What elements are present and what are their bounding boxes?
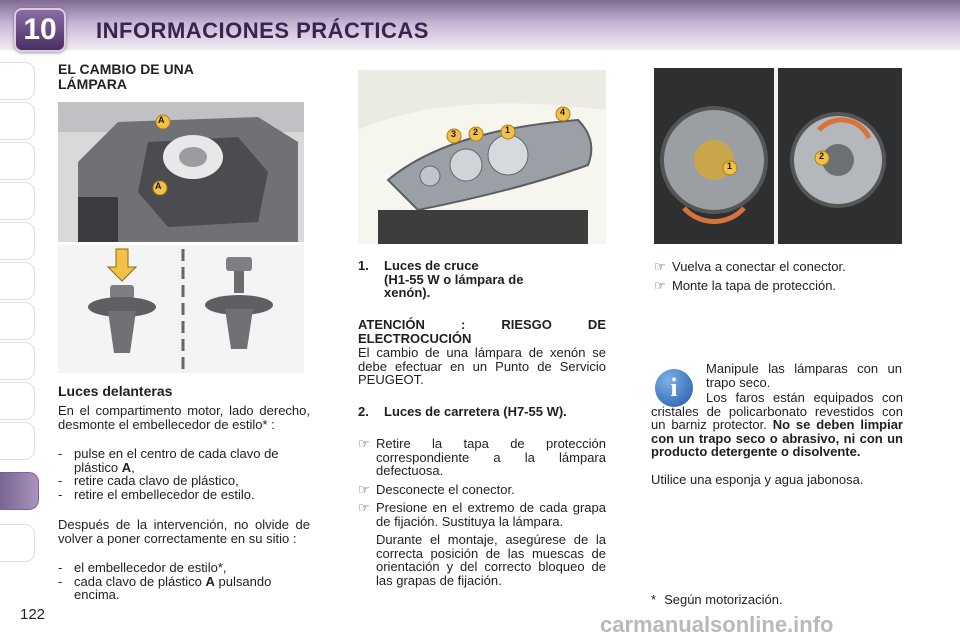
warning-title: ATENCIÓN : RIESGO DE ELECTROCUCIÓN bbox=[358, 317, 606, 346]
subsection-title: Luces delanteras bbox=[58, 383, 173, 399]
info-warning: No se deben limpiar con un trapo seco o abrasivo, ni con un producto detergente o disolvente. bbox=[651, 417, 903, 459]
callout-label: 3 bbox=[451, 129, 457, 139]
step-marker: - bbox=[58, 573, 63, 589]
chapter-tab[interactable] bbox=[0, 342, 35, 380]
chapter-tab[interactable] bbox=[0, 382, 35, 420]
step-marker: - bbox=[58, 560, 63, 575]
step-marker: - bbox=[58, 473, 63, 488]
info-paragraph-3: Utilice una esponja y agua jabonosa. bbox=[651, 472, 864, 487]
pointing-hand-icon: ☞ bbox=[654, 259, 666, 274]
intro-paragraph: En el compartimento motor, lado derecho, desmonte el embellecedor de estilo* : bbox=[58, 403, 310, 432]
info-paragraph-1: Manipule las lámparas con un trapo seco. bbox=[706, 361, 902, 390]
chapter-tab[interactable] bbox=[0, 262, 35, 300]
headlight-image bbox=[358, 70, 606, 244]
callout-label: 2 bbox=[473, 127, 479, 137]
refit-steps: - el embellecedor de estilo*, - cada clavo de plástico A pulsando encima. bbox=[58, 560, 272, 602]
page-number: 122 bbox=[20, 606, 46, 623]
callout-label: A bbox=[158, 115, 165, 125]
assembly-note: Durante el montaje, asegúrese de la correcta posición de las muescas de orientación y del correcto bloqueo de las grapas de fijación. bbox=[376, 532, 606, 588]
page-header bbox=[0, 0, 960, 50]
item-1: 1. Luces de cruce (H1-55 W o lámpara de xenón). bbox=[358, 258, 524, 300]
callout-label: 2 bbox=[819, 151, 825, 161]
procedure-steps: ☞ Retire la tapa de protección correspondiente a la lámpara defectuosa. ☞ Desconecte el conector. ☞ Presione en el extremo de cada grapa de fijación. Sustituya la lámpara. Durante el montaje, asegúrese de la correcta posición de las muescas de orientación y del correcto bloqueo de las grapas de fijación. bbox=[358, 436, 606, 588]
chapter-tab[interactable] bbox=[0, 182, 35, 220]
warning-text: El cambio de una lámpara de xenón se debe efectuar en un Punto de Servicio PEUGEOT. bbox=[358, 345, 606, 387]
info-paragraph-2: Los faros están equipados con cristales de policarbonato revestidos con un barniz protector. No se deben limpiar con un trapo seco o abrasivo, ni con un producto detergente o disolvente. bbox=[651, 390, 903, 459]
step-marker: - bbox=[58, 446, 63, 461]
after-paragraph: Después de la intervención, no olvide de volver a poner correctamente en su sitio : bbox=[58, 517, 310, 546]
chapter-tab[interactable] bbox=[0, 524, 35, 562]
section-title: EL CAMBIO DE UNA LÁMPARA bbox=[58, 61, 194, 92]
chapter-badge: 10 bbox=[14, 8, 66, 52]
bulb-access-image bbox=[654, 68, 902, 244]
pointing-hand-icon: ☞ bbox=[654, 277, 666, 293]
engine-compartment-image bbox=[58, 102, 304, 242]
chapter-title: INFORMACIONES PRÁCTICAS bbox=[96, 18, 429, 43]
chapter-tab[interactable] bbox=[0, 222, 35, 260]
footnote: * Según motorización. bbox=[651, 592, 783, 607]
chapter-tabs bbox=[0, 62, 40, 574]
chapter-tab[interactable] bbox=[0, 302, 35, 340]
plastic-clip-diagram bbox=[58, 245, 304, 373]
info-icon: i bbox=[655, 369, 693, 407]
pointing-hand-icon: ☞ bbox=[358, 481, 370, 497]
removal-steps: - pulse en el centro de cada clavo de plástico A, - retire cada clavo de plástico, - retire el embellecedor de estilo. bbox=[58, 446, 279, 502]
watermark: carmanualsonline.info bbox=[600, 612, 834, 637]
chapter-tab[interactable] bbox=[0, 62, 35, 100]
chapter-tab[interactable] bbox=[0, 142, 35, 180]
callout-label: 1 bbox=[505, 125, 511, 135]
pointing-hand-icon: ☞ bbox=[358, 436, 370, 451]
chapter-tab-active[interactable] bbox=[0, 472, 39, 510]
callout-label: 4 bbox=[560, 107, 566, 117]
callout-label: 1 bbox=[727, 161, 733, 171]
step-marker: - bbox=[58, 486, 63, 502]
chapter-tab[interactable] bbox=[0, 102, 35, 140]
item-2: 2. Luces de carretera (H7-55 W). bbox=[358, 404, 567, 419]
callout-label: A bbox=[155, 181, 162, 191]
reassembly-steps: ☞ Vuelva a conectar el conector. ☞ Monte la tapa de protección. bbox=[654, 259, 846, 293]
pointing-hand-icon: ☞ bbox=[358, 500, 370, 515]
chapter-tab[interactable] bbox=[0, 422, 35, 460]
